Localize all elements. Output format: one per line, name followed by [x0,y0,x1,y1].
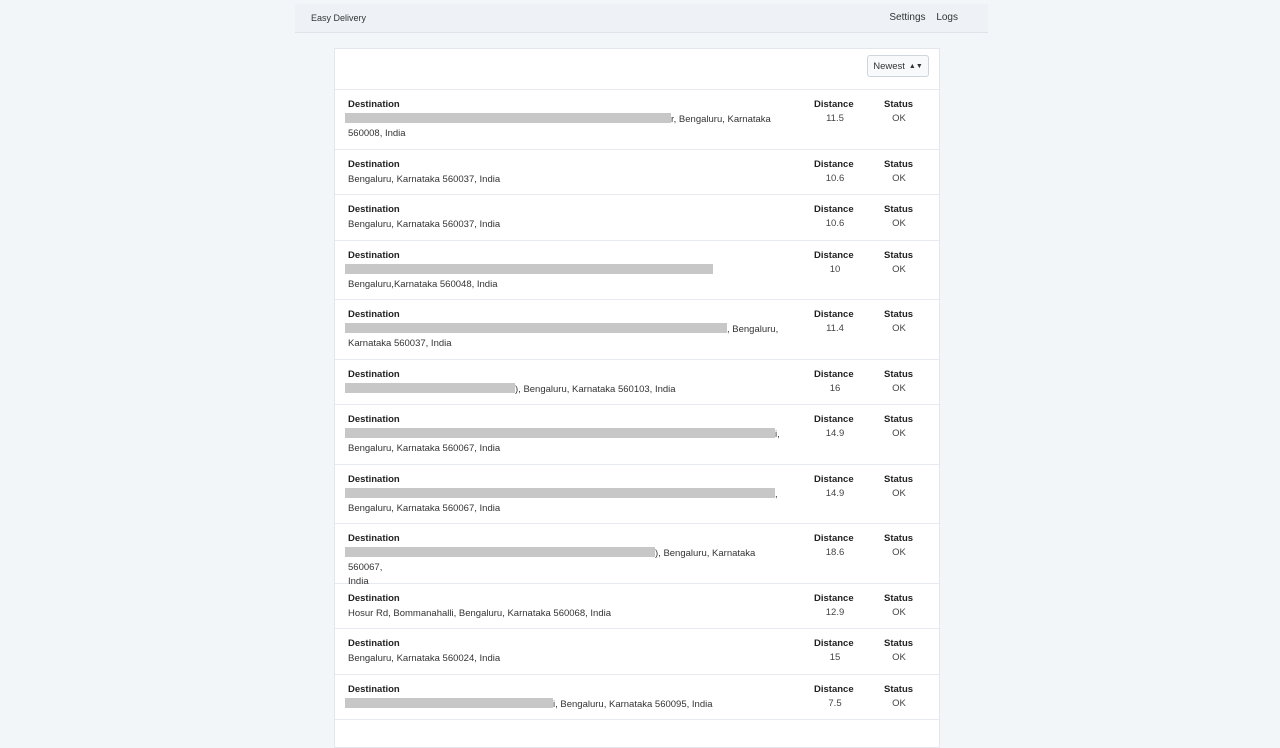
delivery-row[interactable] [335,524,939,587]
status-value: OK [892,428,906,439]
status-value: OK [892,263,906,275]
address-line-1: , Bengaluru, [727,324,779,335]
delivery-row[interactable] [335,241,939,301]
delivery-row[interactable] [335,405,939,465]
status-value: OK [892,487,906,499]
distance-value: 15 [829,652,841,663]
destination-address [348,113,788,141]
address-line-1: i, Bengaluru, Karnataka 560095, India [553,698,713,710]
destination-label: Destination [348,368,400,380]
status-label: Status [884,473,914,485]
status-label: Status [884,414,914,425]
destination-address [348,264,788,292]
delivery-row[interactable] [335,195,939,241]
address-line-1: r, Bengaluru, Karnataka [671,114,771,125]
destination-address [348,607,788,621]
destination-address [348,698,788,712]
redacted-block [345,264,713,274]
destination-label: Destination [348,414,400,425]
delivery-row[interactable] [335,300,939,360]
delivery-row[interactable] [335,675,939,721]
destination-address [348,218,788,232]
status-label: Status [884,592,914,604]
nav-settings-link[interactable]: Settings [889,12,926,23]
status-label: Status [884,533,914,544]
address-line-1: ), Bengaluru, Karnataka 560103, India [515,383,676,395]
status-value: OK [892,113,906,124]
distance-label: Distance [814,592,854,604]
redacted-block [345,428,775,438]
delivery-row[interactable] [335,465,939,525]
distance-value: 18.6 [825,547,845,558]
destination-label: Destination [348,309,400,320]
top-nav [881,12,958,23]
address-line-2: Bengaluru, Karnataka 560067, India [348,502,501,514]
status-value: OK [892,218,906,229]
distance-value: 10.6 [825,172,845,184]
address-line-1: ), Bengaluru, Karnataka 560067, [348,548,756,573]
status-label: Status [884,249,914,261]
address-line-1: Hosur Rd, Bommanahalli, Bengaluru, Karnataka 560068, India [348,607,611,619]
distance-value: 11.5 [826,113,844,124]
distance-label: Distance [814,249,854,261]
redacted-block [345,547,655,557]
redacted-block [345,488,775,498]
sort-dropdown[interactable] [867,55,929,77]
status-value: OK [892,697,906,709]
destination-address [348,488,788,516]
card-header [335,49,939,90]
status-label: Status [884,309,914,320]
status-label: Status [884,638,914,649]
destination-label: Destination [348,204,400,215]
destination-label: Destination [348,683,400,695]
destination-label: Destination [348,533,400,544]
distance-label: Distance [814,683,854,695]
destination-address [348,323,788,351]
status-value: OK [892,547,906,558]
sort-updown-icon: ▲▼ [908,63,923,70]
delivery-list-card [334,48,940,748]
address-line-2: Karnataka 560037, India [348,338,452,349]
redacted-block [345,383,515,393]
sort-label: Newest [873,61,905,72]
status-label: Status [884,99,914,110]
destination-address [348,428,788,456]
status-label: Status [884,204,914,215]
distance-value: 14.9 [825,428,845,439]
delivery-row[interactable] [335,90,939,150]
status-value: OK [892,172,906,184]
app-title[interactable]: Easy Delivery [311,13,367,23]
distance-label: Distance [814,99,854,110]
distance-label: Distance [814,414,854,425]
destination-label: Destination [348,158,400,170]
destination-label: Destination [348,638,400,649]
status-label: Status [884,368,914,380]
address-line-1: Bengaluru, Karnataka 560024, India [348,653,501,664]
status-label: Status [884,158,914,170]
destination-label: Destination [348,592,400,604]
address-line-1: Bengaluru, Karnataka 560037, India [348,173,501,185]
distance-value: 12.9 [825,606,845,618]
distance-label: Distance [814,204,854,215]
address-line-1: Bengaluru, Karnataka 560037, India [348,219,501,230]
destination-label: Destination [348,473,400,485]
delivery-row[interactable] [335,150,939,196]
status-value: OK [892,382,906,394]
distance-value: 7.5 [828,697,842,709]
distance-value: 10 [829,263,841,275]
nav-logs-link[interactable]: Logs [936,12,958,23]
destination-address [348,652,788,666]
distance-label: Distance [814,309,854,320]
address-line-1: , [775,488,778,500]
distance-label: Distance [814,638,854,649]
status-value: OK [892,323,906,334]
distance-label: Distance [814,473,854,485]
redacted-block [345,698,553,708]
delivery-row[interactable] [335,629,939,675]
address-line-2: 560008, India [348,128,406,139]
address-line-1: i, [775,429,780,440]
address-line-2: Bengaluru,Karnataka 560048, India [348,278,498,290]
distance-value: 10.6 [825,218,845,229]
destination-label: Destination [348,99,400,110]
distance-label: Distance [814,533,854,544]
distance-label: Distance [814,158,854,170]
address-line-2: Bengaluru, Karnataka 560067, India [348,443,501,454]
destination-address [348,173,788,187]
destination-address [348,383,788,397]
address-line-2: India [348,576,369,587]
status-label: Status [884,683,914,695]
delivery-list [335,90,939,720]
distance-value: 11.4 [826,323,844,334]
redacted-block [345,113,671,123]
top-navbar [295,4,988,33]
destination-label: Destination [348,249,400,261]
status-value: OK [892,652,906,663]
delivery-row[interactable] [335,360,939,406]
distance-label: Distance [814,368,854,380]
delivery-row[interactable] [335,584,939,630]
redacted-block [345,323,727,333]
status-value: OK [892,606,906,618]
distance-value: 14.9 [825,487,845,499]
distance-value: 16 [829,382,841,394]
